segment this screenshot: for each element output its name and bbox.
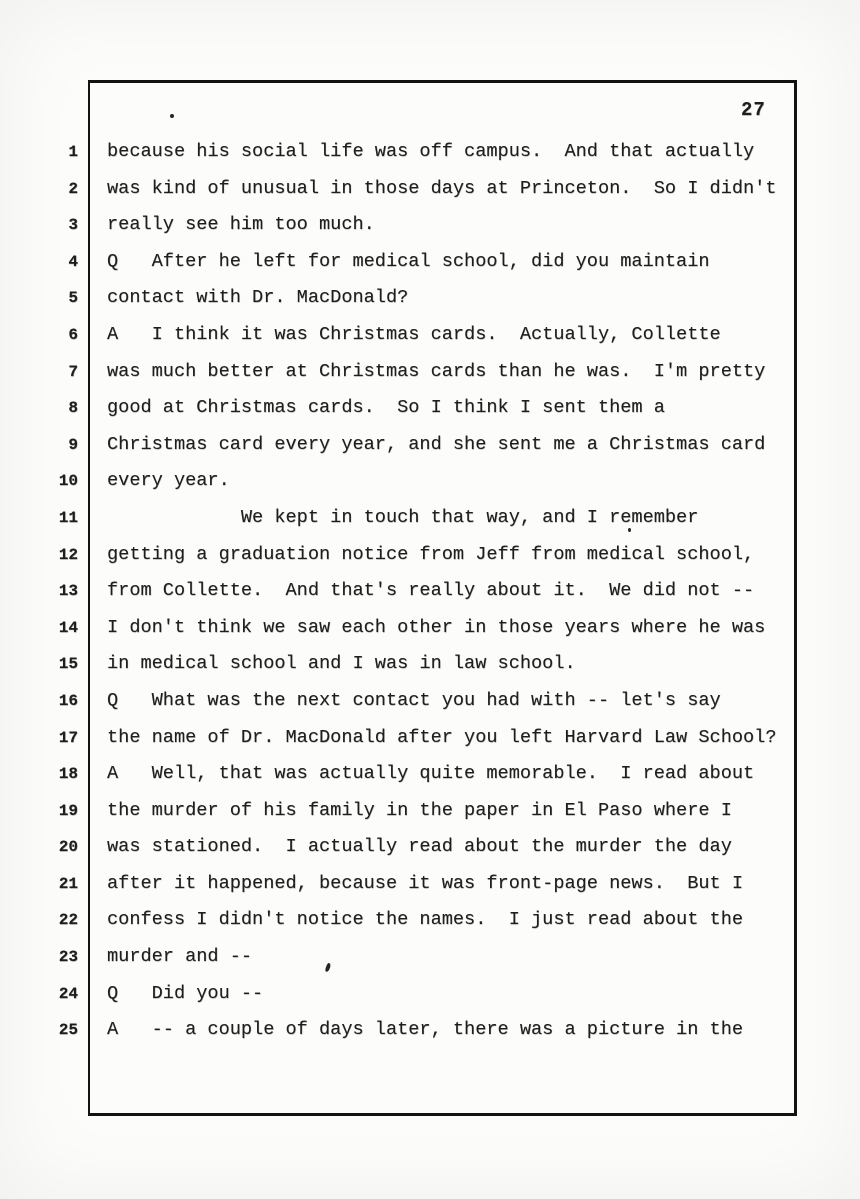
line-text: Christmas card every year, and she sent me a Christmas card <box>107 433 766 455</box>
line-number: 7 <box>68 362 78 381</box>
line-text: contact with Dr. MacDonald? <box>107 287 409 309</box>
ink-speck <box>628 528 631 532</box>
line-number: 16 <box>58 691 78 710</box>
transcript-line <box>0 573 860 610</box>
transcript-line <box>0 829 860 866</box>
ink-speck <box>170 114 174 118</box>
line-text: the murder of his family in the paper in El Paso where I <box>107 799 732 821</box>
transcript-line <box>0 1012 860 1049</box>
transcript-line <box>0 976 860 1013</box>
transcript-lines <box>0 134 860 1049</box>
line-text: good at Christmas cards. So I think I sent them a <box>107 397 665 419</box>
transcript-line <box>0 463 860 500</box>
line-text: the name of Dr. MacDonald after you left Harvard Law School? <box>107 726 777 748</box>
line-text: We kept in touch that way, and I remember <box>107 506 699 528</box>
line-number: 13 <box>58 582 78 601</box>
line-text: Q After he left for medical school, did you maintain <box>107 250 710 272</box>
transcript-line <box>0 939 860 976</box>
line-text: getting a graduation notice from Jeff from medical school, <box>107 543 755 565</box>
transcript-line <box>0 537 860 574</box>
line-text: A -- a couple of days later, there was a picture in the <box>107 1019 744 1041</box>
line-number: 17 <box>58 728 78 747</box>
line-number: 5 <box>68 289 78 308</box>
transcript-line <box>0 756 860 793</box>
transcript-line <box>0 720 860 757</box>
line-text: was stationed. I actually read about the murder the day <box>107 836 732 858</box>
line-number: 23 <box>58 948 78 967</box>
line-number: 11 <box>58 508 78 527</box>
transcript-line <box>0 390 860 427</box>
line-number: 14 <box>58 618 78 637</box>
line-number: 15 <box>58 655 78 674</box>
line-text: Q Did you -- <box>107 982 264 1004</box>
line-number: 3 <box>68 216 78 235</box>
line-number: 2 <box>68 179 78 198</box>
line-number: 19 <box>58 801 78 820</box>
line-text: A Well, that was actually quite memorable. I read about <box>107 763 755 785</box>
line-number: 4 <box>68 252 78 271</box>
line-text: murder and -- <box>107 946 253 968</box>
line-text: every year. <box>107 470 230 492</box>
transcript-line <box>0 610 860 647</box>
line-text: in medical school and I was in law school. <box>107 653 576 675</box>
transcript-line <box>0 244 860 281</box>
transcript-line <box>0 207 860 244</box>
line-text: A I think it was Christmas cards. Actually, Collette <box>107 323 721 345</box>
transcript-line <box>0 683 860 720</box>
transcript-line <box>0 317 860 354</box>
line-number: 8 <box>68 399 78 418</box>
transcript-line <box>0 134 860 171</box>
transcript-line <box>0 280 860 317</box>
line-text: confess I didn't notice the names. I just read about the <box>107 909 744 931</box>
line-number: 21 <box>58 874 78 893</box>
line-number: 20 <box>58 838 78 857</box>
transcript-line <box>0 427 860 464</box>
line-text: was much better at Christmas cards than he was. I'm pretty <box>107 360 766 382</box>
line-number: 6 <box>68 325 78 344</box>
line-number: 9 <box>68 435 78 454</box>
line-text: because his social life was off campus. And that actually <box>107 141 755 162</box>
transcript-line <box>0 902 860 939</box>
line-number: 18 <box>58 765 78 784</box>
line-text: was kind of unusual in those days at Princeton. So I didn't <box>107 177 777 199</box>
line-text: really see him too much. <box>107 214 375 236</box>
line-text: from Collette. And that's really about it. We did not -- <box>107 580 755 602</box>
transcript-line <box>0 500 860 537</box>
line-text: Q What was the next contact you had with -- let's say <box>107 689 721 711</box>
line-number: 12 <box>58 545 78 564</box>
transcript-line <box>0 171 860 208</box>
transcript-line <box>0 793 860 830</box>
line-number: 10 <box>58 472 78 491</box>
line-number: 25 <box>58 1021 78 1040</box>
line-number: 24 <box>58 984 78 1003</box>
line-number: 22 <box>58 911 78 930</box>
transcript-line <box>0 354 860 391</box>
page-number: 27 <box>741 99 766 121</box>
transcript-line <box>0 646 860 683</box>
line-text: I don't think we saw each other in those years where he was <box>107 616 766 638</box>
transcript-line <box>0 866 860 903</box>
line-number: 1 <box>68 143 78 161</box>
line-text: after it happened, because it was front-page news. But I <box>107 872 744 894</box>
